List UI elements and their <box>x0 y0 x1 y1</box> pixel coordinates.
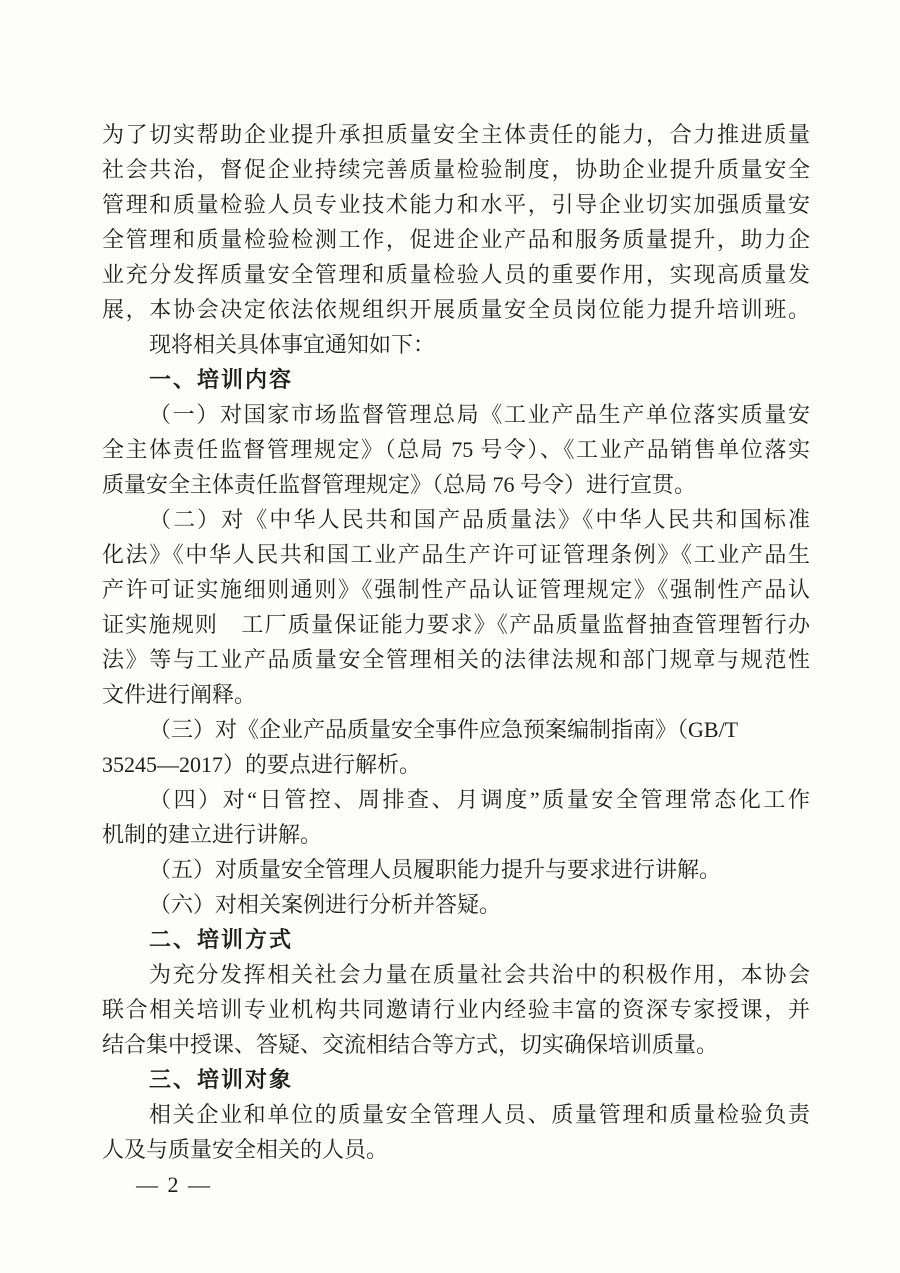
text-line: （五）对质量安全管理人员履职能力提升与要求进行讲解。 <box>149 857 722 882</box>
document-body <box>102 117 810 1167</box>
text-line: 管理和质量检验人员专业技术能力和水平，引导企业切实加强质量安 <box>102 192 810 217</box>
text-line: 产许可证实施细则通则》《强制性产品认证管理规定》《强制性产品认 <box>102 577 810 602</box>
text-line: 社会共治，督促企业持续完善质量检验制度，协助企业提升质量安全 <box>102 157 810 182</box>
text-line: 全主体责任监督管理规定》（总局 75 号令）、《工业产品销售单位落实 <box>102 437 810 462</box>
section-heading: 一、培训内容 <box>149 367 294 392</box>
text-line: （一）对国家市场监督管理总局《工业产品生产单位落实质量安 <box>149 402 810 427</box>
section-heading: 二、培训方式 <box>149 927 294 952</box>
text-line: 业充分发挥质量安全管理和质量检验人员的重要作用，实现高质量发 <box>102 262 810 287</box>
text-line: 全管理和质量检验检测工作，促进企业产品和服务质量提升，助力企 <box>102 227 810 252</box>
text-line: 质量安全主体责任监督管理规定》（总局 76 号令）进行宣贯。 <box>102 472 697 497</box>
page-number: — 2 — <box>136 1172 212 1197</box>
text-line: 机制的建立进行讲解。 <box>102 822 323 847</box>
text-line: （四）对“日管控、周排查、月调度”质量安全管理常态化工作 <box>149 787 810 812</box>
text-line: 结合集中授课、答疑、交流相结合等方式，切实确保培训质量。 <box>102 1032 719 1057</box>
text-line: （六）对相关案例进行分析并答疑。 <box>149 892 502 917</box>
text-line: 35245—2017）的要点进行解析。 <box>102 752 422 777</box>
text-line: 法》等与工业产品质量安全管理相关的法律法规和部门规章与规范性 <box>102 647 810 672</box>
text-line: 现将相关具体事宜通知如下： <box>149 332 436 357</box>
text-line: 相关企业和单位的质量安全管理人员、质量管理和质量检验负责 <box>149 1102 810 1127</box>
text-line: 展，本协会决定依法依规组织开展质量安全员岗位能力提升培训班。 <box>102 297 810 322</box>
text-line: 证实施规则 工厂质量保证能力要求》《产品质量监督抽查管理暂行办 <box>102 612 810 637</box>
section-heading: 三、培训对象 <box>149 1067 294 1092</box>
text-line: 人及与质量安全相关的人员。 <box>102 1137 389 1162</box>
text-line: 文件进行阐释。 <box>102 682 257 707</box>
text-line: 联合相关培训专业机构共同邀请行业内经验丰富的资深专家授课，并 <box>102 997 810 1022</box>
text-line: （二）对《中华人民共和国产品质量法》《中华人民共和国标准 <box>149 507 810 532</box>
text-line: 化法》《中华人民共和国工业产品生产许可证管理条例》《工业产品生 <box>102 542 810 567</box>
text-line: 为充分发挥相关社会力量在质量社会共治中的积极作用，本协会 <box>149 962 810 987</box>
text-line: 为了切实帮助企业提升承担质量安全主体责任的能力，合力推进质量 <box>102 122 810 147</box>
text-line: （三）对《企业产品质量安全事件应急预案编制指南》（GB/T <box>149 717 739 742</box>
